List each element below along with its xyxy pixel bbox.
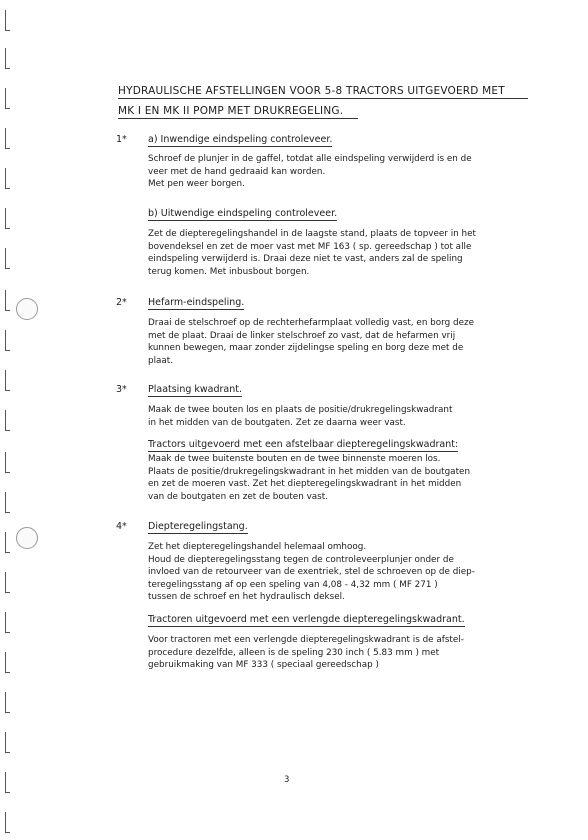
punch-hole: [16, 527, 38, 549]
binder-mark: [5, 652, 10, 673]
page-number: 3: [284, 775, 290, 785]
binder-mark: [5, 208, 10, 229]
binder-mark: [5, 248, 10, 269]
binder-mark: [5, 10, 10, 31]
binder-mark: [5, 88, 10, 109]
section-heading: Diepteregelingstang.: [148, 521, 248, 532]
binder-mark: [5, 48, 10, 69]
punch-hole: [16, 298, 38, 320]
subsection-text: Voor tractoren met een verlengde diepteregelingskwadrant is de afstel- procedure dezelfde, alleen is de speling 230 inch ( 5.83 mm ) met gebruikmaking van MF 333 ( speciaal gereedschap ): [148, 635, 464, 671]
binder-mark: [5, 370, 10, 391]
binder-mark: [5, 410, 10, 431]
section-number: 3*: [116, 384, 127, 395]
binder-mark: [5, 128, 10, 149]
binder-mark: [5, 290, 10, 311]
section-text: Draai de stelschroef op de rechterhefarmplaat volledig vast, en borg deze met de plaat. Draai de linker stelschroef zo vast, dat de hefarmen vrij kunnen bewegen, maar zonder zijdelingse speling en borg deze met de plaat.: [148, 318, 475, 366]
subsection-text: Zet de diepteregelingshandel in de laagste stand, plaats de topveer in het bovendeksel en zet de moer vast met MF 163 ( sp. gereedschap ) tot alle eindspeling verwijderd is. Draai deze niet te vast, anders zal de speling terug komen. Met inbusbout borgen.: [148, 229, 476, 277]
binder-margin: [0, 0, 24, 840]
binder-mark: [5, 452, 10, 473]
section-number: 2*: [116, 297, 127, 308]
subsection-heading: Tractoren uitgevoerd met een verlengde diepteregelingskwadrant.: [148, 614, 465, 625]
section-number: 4*: [116, 521, 127, 532]
section-heading: Plaatsing kwadrant.: [148, 384, 243, 395]
document-title-line-2: MK I EN MK II POMP MET DRUKREGELING.: [118, 104, 358, 119]
section-heading: a) Inwendige eindspeling controleveer.: [148, 134, 333, 145]
binder-mark: [5, 168, 10, 189]
section-text: Zet het diepteregelingshandel helemaal omhoog. Houd de diepteregelingsstang tegen de controleveerplunjer onder de invloed van de retourveer van de exentriek, stel de schroeven op de diep- teregelingsstang af op een speling van 4,08 - 4,32 mm ( MF 271 ) tussen de schroef en het hydraulisch deksel.: [148, 542, 475, 603]
binder-mark: [5, 572, 10, 593]
binder-mark: [5, 330, 10, 351]
subsection-text: Maak de twee buitenste bouten en de twee binnenste moeren los. Plaats de positie/drukregelingskwadrant in het midden van de boutgaten en zet de moeren vast. Zet het diepteregelingskwadrant in het midden van de boutgaten en zet de bouten vast.: [148, 454, 471, 502]
binder-mark: [5, 612, 10, 633]
section-number: 1*: [116, 134, 127, 145]
subsection-heading: Tractors uitgevoerd met een afstelbaar diepteregelingskwadrant:: [148, 439, 459, 450]
binder-mark: [5, 772, 10, 793]
binder-mark: [5, 812, 10, 833]
binder-mark: [5, 492, 10, 513]
section-text: Schroef de plunjer in de gaffel, totdat alle eindspeling verwijderd is en de veer met de hand gedraaid kan worden. Met pen weer borgen.: [148, 154, 472, 190]
document-title-line-1: HYDRAULISCHE AFSTELLINGEN VOOR 5-8 TRACTORS UITGEVOERD MET: [118, 84, 528, 99]
section-heading: Hefarm-eindspeling.: [148, 297, 245, 308]
section-text: Maak de twee bouten los en plaats de positie/drukregelingskwadrant in het midden van de boutgaten. Zet ze daarna weer vast.: [148, 405, 453, 428]
binder-mark: [5, 732, 10, 753]
subsection-heading: b) Uitwendige eindspeling controleveer.: [148, 208, 338, 219]
binder-mark: [5, 532, 10, 553]
binder-mark: [5, 692, 10, 713]
